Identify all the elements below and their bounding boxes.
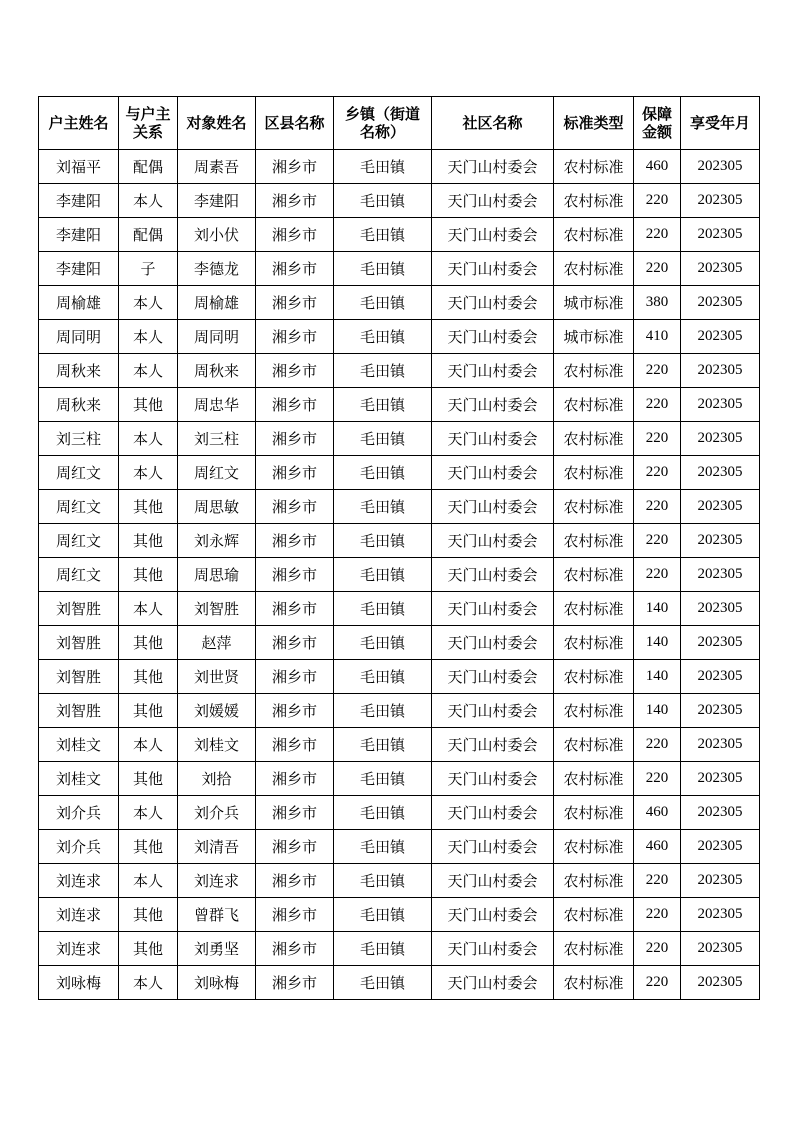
householder-name-cell: 周秋来 [39, 388, 119, 422]
relation-cell: 本人 [119, 728, 178, 762]
relation-cell: 其他 [119, 830, 178, 864]
county-cell: 湘乡市 [256, 456, 334, 490]
month-cell: 202305 [681, 830, 760, 864]
recipient-name-cell: 刘世贤 [178, 660, 256, 694]
table-row [39, 966, 760, 1000]
month-cell: 202305 [681, 660, 760, 694]
recipient-name-cell: 周忠华 [178, 388, 256, 422]
relation-cell: 本人 [119, 592, 178, 626]
recipient-name-cell: 赵萍 [178, 626, 256, 660]
community-cell: 天门山村委会 [432, 830, 554, 864]
month-cell: 202305 [681, 796, 760, 830]
township-cell: 毛田镇 [334, 830, 432, 864]
community-cell: 天门山村委会 [432, 388, 554, 422]
month-cell: 202305 [681, 898, 760, 932]
amount-cell: 460 [634, 150, 681, 184]
table-row [39, 354, 760, 388]
community-cell: 天门山村委会 [432, 626, 554, 660]
header-community-name: 社区名称 [432, 97, 554, 150]
county-cell: 湘乡市 [256, 524, 334, 558]
householder-name-cell: 刘智胜 [39, 626, 119, 660]
header-relation-to-householder: 与户主关系 [119, 97, 178, 150]
householder-name-cell: 刘智胜 [39, 660, 119, 694]
county-cell: 湘乡市 [256, 388, 334, 422]
amount-cell: 220 [634, 354, 681, 388]
recipient-name-cell: 周素吾 [178, 150, 256, 184]
table-body [39, 150, 760, 1000]
township-cell: 毛田镇 [334, 456, 432, 490]
householder-name-cell: 李建阳 [39, 252, 119, 286]
standard-type-cell: 农村标准 [554, 898, 634, 932]
month-cell: 202305 [681, 626, 760, 660]
standard-type-cell: 农村标准 [554, 830, 634, 864]
county-cell: 湘乡市 [256, 320, 334, 354]
township-cell: 毛田镇 [334, 592, 432, 626]
community-cell: 天门山村委会 [432, 592, 554, 626]
township-cell: 毛田镇 [334, 388, 432, 422]
householder-name-cell: 刘连求 [39, 864, 119, 898]
amount-cell: 140 [634, 626, 681, 660]
community-cell: 天门山村委会 [432, 422, 554, 456]
amount-cell: 140 [634, 592, 681, 626]
table-row [39, 388, 760, 422]
relation-cell: 本人 [119, 286, 178, 320]
county-cell: 湘乡市 [256, 286, 334, 320]
relation-cell: 其他 [119, 626, 178, 660]
householder-name-cell: 周红文 [39, 490, 119, 524]
householder-name-cell: 李建阳 [39, 184, 119, 218]
householder-name-cell: 刘智胜 [39, 694, 119, 728]
standard-type-cell: 农村标准 [554, 490, 634, 524]
header-row [39, 97, 760, 150]
month-cell: 202305 [681, 388, 760, 422]
householder-name-cell: 周秋来 [39, 354, 119, 388]
header-township-name: 乡镇（街道名称） [334, 97, 432, 150]
table-row [39, 660, 760, 694]
standard-type-cell: 农村标准 [554, 864, 634, 898]
standard-type-cell: 农村标准 [554, 592, 634, 626]
amount-cell: 140 [634, 694, 681, 728]
householder-name-cell: 刘桂文 [39, 762, 119, 796]
recipient-name-cell: 刘清吾 [178, 830, 256, 864]
table-row [39, 184, 760, 218]
relation-cell: 本人 [119, 184, 178, 218]
table-row [39, 796, 760, 830]
township-cell: 毛田镇 [334, 218, 432, 252]
county-cell: 湘乡市 [256, 626, 334, 660]
amount-cell: 220 [634, 728, 681, 762]
standard-type-cell: 农村标准 [554, 456, 634, 490]
standard-type-cell: 农村标准 [554, 558, 634, 592]
community-cell: 天门山村委会 [432, 762, 554, 796]
county-cell: 湘乡市 [256, 150, 334, 184]
county-cell: 湘乡市 [256, 864, 334, 898]
recipient-name-cell: 刘三柱 [178, 422, 256, 456]
table-row [39, 456, 760, 490]
recipient-name-cell: 刘勇坚 [178, 932, 256, 966]
community-cell: 天门山村委会 [432, 694, 554, 728]
householder-name-cell: 周红文 [39, 524, 119, 558]
county-cell: 湘乡市 [256, 796, 334, 830]
recipient-name-cell: 周秋来 [178, 354, 256, 388]
relation-cell: 本人 [119, 320, 178, 354]
standard-type-cell: 农村标准 [554, 966, 634, 1000]
table-row [39, 490, 760, 524]
township-cell: 毛田镇 [334, 558, 432, 592]
township-cell: 毛田镇 [334, 966, 432, 1000]
householder-name-cell: 刘福平 [39, 150, 119, 184]
township-cell: 毛田镇 [334, 660, 432, 694]
standard-type-cell: 城市标准 [554, 286, 634, 320]
community-cell: 天门山村委会 [432, 320, 554, 354]
county-cell: 湘乡市 [256, 592, 334, 626]
amount-cell: 380 [634, 286, 681, 320]
township-cell: 毛田镇 [334, 252, 432, 286]
township-cell: 毛田镇 [334, 626, 432, 660]
standard-type-cell: 农村标准 [554, 354, 634, 388]
township-cell: 毛田镇 [334, 320, 432, 354]
recipient-name-cell: 刘介兵 [178, 796, 256, 830]
community-cell: 天门山村委会 [432, 218, 554, 252]
county-cell: 湘乡市 [256, 422, 334, 456]
table-row [39, 898, 760, 932]
relation-cell: 本人 [119, 422, 178, 456]
amount-cell: 460 [634, 796, 681, 830]
table-row [39, 422, 760, 456]
amount-cell: 140 [634, 660, 681, 694]
relation-cell: 本人 [119, 796, 178, 830]
householder-name-cell: 李建阳 [39, 218, 119, 252]
recipient-name-cell: 周同明 [178, 320, 256, 354]
table-row [39, 762, 760, 796]
table-row [39, 592, 760, 626]
month-cell: 202305 [681, 456, 760, 490]
table-row [39, 728, 760, 762]
table-row [39, 252, 760, 286]
relation-cell: 本人 [119, 966, 178, 1000]
table-row [39, 830, 760, 864]
standard-type-cell: 农村标准 [554, 252, 634, 286]
standard-type-cell: 农村标准 [554, 796, 634, 830]
amount-cell: 220 [634, 966, 681, 1000]
township-cell: 毛田镇 [334, 524, 432, 558]
county-cell: 湘乡市 [256, 218, 334, 252]
month-cell: 202305 [681, 524, 760, 558]
month-cell: 202305 [681, 422, 760, 456]
county-cell: 湘乡市 [256, 694, 334, 728]
beneficiary-table [38, 96, 760, 1000]
month-cell: 202305 [681, 320, 760, 354]
county-cell: 湘乡市 [256, 762, 334, 796]
recipient-name-cell: 刘永辉 [178, 524, 256, 558]
month-cell: 202305 [681, 286, 760, 320]
township-cell: 毛田镇 [334, 422, 432, 456]
table-row [39, 558, 760, 592]
month-cell: 202305 [681, 864, 760, 898]
amount-cell: 460 [634, 830, 681, 864]
county-cell: 湘乡市 [256, 728, 334, 762]
community-cell: 天门山村委会 [432, 728, 554, 762]
recipient-name-cell: 李建阳 [178, 184, 256, 218]
county-cell: 湘乡市 [256, 490, 334, 524]
relation-cell: 配偶 [119, 150, 178, 184]
standard-type-cell: 城市标准 [554, 320, 634, 354]
table-row [39, 286, 760, 320]
community-cell: 天门山村委会 [432, 252, 554, 286]
township-cell: 毛田镇 [334, 150, 432, 184]
community-cell: 天门山村委会 [432, 660, 554, 694]
amount-cell: 220 [634, 184, 681, 218]
amount-cell: 220 [634, 864, 681, 898]
recipient-name-cell: 刘拾 [178, 762, 256, 796]
month-cell: 202305 [681, 966, 760, 1000]
householder-name-cell: 周红文 [39, 456, 119, 490]
amount-cell: 220 [634, 218, 681, 252]
table-row [39, 524, 760, 558]
standard-type-cell: 农村标准 [554, 626, 634, 660]
householder-name-cell: 刘连求 [39, 898, 119, 932]
relation-cell: 其他 [119, 762, 178, 796]
recipient-name-cell: 周红文 [178, 456, 256, 490]
relation-cell: 其他 [119, 898, 178, 932]
table-row [39, 626, 760, 660]
header-benefit-amount: 保障金额 [634, 97, 681, 150]
township-cell: 毛田镇 [334, 796, 432, 830]
township-cell: 毛田镇 [334, 184, 432, 218]
recipient-name-cell: 刘连求 [178, 864, 256, 898]
county-cell: 湘乡市 [256, 558, 334, 592]
recipient-name-cell: 周思敏 [178, 490, 256, 524]
relation-cell: 子 [119, 252, 178, 286]
standard-type-cell: 农村标准 [554, 422, 634, 456]
amount-cell: 220 [634, 422, 681, 456]
recipient-name-cell: 刘桂文 [178, 728, 256, 762]
month-cell: 202305 [681, 252, 760, 286]
amount-cell: 220 [634, 898, 681, 932]
amount-cell: 220 [634, 456, 681, 490]
county-cell: 湘乡市 [256, 660, 334, 694]
month-cell: 202305 [681, 728, 760, 762]
relation-cell: 其他 [119, 660, 178, 694]
standard-type-cell: 农村标准 [554, 694, 634, 728]
amount-cell: 410 [634, 320, 681, 354]
month-cell: 202305 [681, 354, 760, 388]
householder-name-cell: 周红文 [39, 558, 119, 592]
recipient-name-cell: 周榆雄 [178, 286, 256, 320]
amount-cell: 220 [634, 388, 681, 422]
month-cell: 202305 [681, 694, 760, 728]
standard-type-cell: 农村标准 [554, 728, 634, 762]
recipient-name-cell: 刘咏梅 [178, 966, 256, 1000]
table-header [39, 97, 760, 150]
recipient-name-cell: 刘小伏 [178, 218, 256, 252]
recipient-name-cell: 刘智胜 [178, 592, 256, 626]
county-cell: 湘乡市 [256, 252, 334, 286]
month-cell: 202305 [681, 490, 760, 524]
relation-cell: 其他 [119, 558, 178, 592]
relation-cell: 其他 [119, 694, 178, 728]
amount-cell: 220 [634, 558, 681, 592]
county-cell: 湘乡市 [256, 830, 334, 864]
month-cell: 202305 [681, 558, 760, 592]
header-standard-type: 标准类型 [554, 97, 634, 150]
township-cell: 毛田镇 [334, 286, 432, 320]
county-cell: 湘乡市 [256, 898, 334, 932]
householder-name-cell: 刘介兵 [39, 796, 119, 830]
table-row [39, 320, 760, 354]
relation-cell: 其他 [119, 388, 178, 422]
county-cell: 湘乡市 [256, 354, 334, 388]
header-householder-name: 户主姓名 [39, 97, 119, 150]
relation-cell: 本人 [119, 456, 178, 490]
relation-cell: 其他 [119, 524, 178, 558]
relation-cell: 本人 [119, 864, 178, 898]
township-cell: 毛田镇 [334, 932, 432, 966]
table-row [39, 218, 760, 252]
amount-cell: 220 [634, 524, 681, 558]
householder-name-cell: 刘三柱 [39, 422, 119, 456]
township-cell: 毛田镇 [334, 762, 432, 796]
header-benefit-month: 享受年月 [681, 97, 760, 150]
community-cell: 天门山村委会 [432, 524, 554, 558]
township-cell: 毛田镇 [334, 694, 432, 728]
amount-cell: 220 [634, 932, 681, 966]
township-cell: 毛田镇 [334, 728, 432, 762]
standard-type-cell: 农村标准 [554, 932, 634, 966]
community-cell: 天门山村委会 [432, 898, 554, 932]
community-cell: 天门山村委会 [432, 150, 554, 184]
standard-type-cell: 农村标准 [554, 762, 634, 796]
header-county-name: 区县名称 [256, 97, 334, 150]
county-cell: 湘乡市 [256, 932, 334, 966]
community-cell: 天门山村委会 [432, 184, 554, 218]
amount-cell: 220 [634, 252, 681, 286]
householder-name-cell: 周同明 [39, 320, 119, 354]
householder-name-cell: 刘桂文 [39, 728, 119, 762]
county-cell: 湘乡市 [256, 966, 334, 1000]
month-cell: 202305 [681, 592, 760, 626]
township-cell: 毛田镇 [334, 490, 432, 524]
householder-name-cell: 刘连求 [39, 932, 119, 966]
householder-name-cell: 周榆雄 [39, 286, 119, 320]
community-cell: 天门山村委会 [432, 558, 554, 592]
amount-cell: 220 [634, 490, 681, 524]
standard-type-cell: 农村标准 [554, 388, 634, 422]
householder-name-cell: 刘智胜 [39, 592, 119, 626]
householder-name-cell: 刘介兵 [39, 830, 119, 864]
table-row [39, 150, 760, 184]
community-cell: 天门山村委会 [432, 932, 554, 966]
standard-type-cell: 农村标准 [554, 150, 634, 184]
community-cell: 天门山村委会 [432, 796, 554, 830]
standard-type-cell: 农村标准 [554, 660, 634, 694]
township-cell: 毛田镇 [334, 354, 432, 388]
township-cell: 毛田镇 [334, 864, 432, 898]
month-cell: 202305 [681, 932, 760, 966]
month-cell: 202305 [681, 150, 760, 184]
relation-cell: 其他 [119, 490, 178, 524]
month-cell: 202305 [681, 218, 760, 252]
community-cell: 天门山村委会 [432, 490, 554, 524]
month-cell: 202305 [681, 184, 760, 218]
recipient-name-cell: 李德龙 [178, 252, 256, 286]
month-cell: 202305 [681, 762, 760, 796]
recipient-name-cell: 曾群飞 [178, 898, 256, 932]
relation-cell: 配偶 [119, 218, 178, 252]
header-recipient-name: 对象姓名 [178, 97, 256, 150]
table-row [39, 932, 760, 966]
table-row [39, 694, 760, 728]
relation-cell: 其他 [119, 932, 178, 966]
recipient-name-cell: 刘媛媛 [178, 694, 256, 728]
standard-type-cell: 农村标准 [554, 218, 634, 252]
community-cell: 天门山村委会 [432, 864, 554, 898]
relation-cell: 本人 [119, 354, 178, 388]
community-cell: 天门山村委会 [432, 966, 554, 1000]
table-row [39, 864, 760, 898]
amount-cell: 220 [634, 762, 681, 796]
standard-type-cell: 农村标准 [554, 184, 634, 218]
township-cell: 毛田镇 [334, 898, 432, 932]
county-cell: 湘乡市 [256, 184, 334, 218]
recipient-name-cell: 周思瑜 [178, 558, 256, 592]
community-cell: 天门山村委会 [432, 286, 554, 320]
community-cell: 天门山村委会 [432, 354, 554, 388]
community-cell: 天门山村委会 [432, 456, 554, 490]
standard-type-cell: 农村标准 [554, 524, 634, 558]
householder-name-cell: 刘咏梅 [39, 966, 119, 1000]
